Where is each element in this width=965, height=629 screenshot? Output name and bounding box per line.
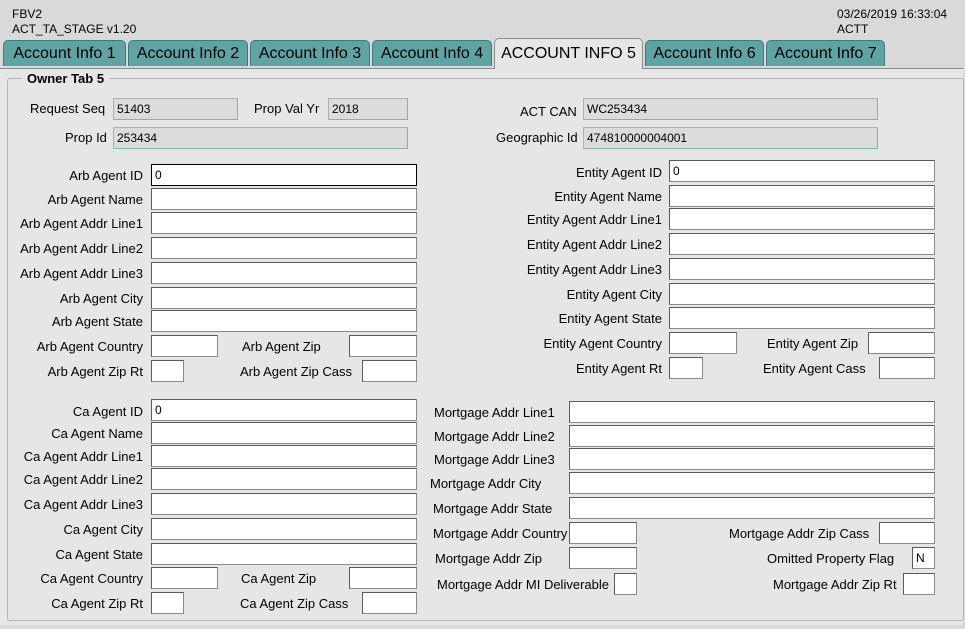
entity-agent-country-label: Entity Agent Country [543,336,662,351]
ca-agent-id-label: Ca Agent ID [72,404,143,419]
entity-agent-city-input[interactable] [669,283,935,305]
entity-agent-addr1-input[interactable] [669,208,935,230]
tab-account-info-7[interactable]: Account Info 7 [766,40,885,66]
mortgage-city-label: Mortgage Addr City [430,476,542,491]
arb-agent-country-input[interactable] [151,335,218,357]
datetime: 03/26/2019 16:33:04 [837,7,948,21]
entity-agent-addr3-input[interactable] [669,258,935,280]
ca-agent-addr1-label: Ca Agent Addr Line1 [23,449,143,464]
tab-account-info-6[interactable]: Account Info 6 [645,40,764,66]
ca-agent-zip-label: Ca Agent Zip [241,571,317,586]
user-code: ACTT [837,22,869,36]
mortgage-zip-input[interactable] [569,547,637,569]
ca-agent-zip-rt-label: Ca Agent Zip Rt [51,596,143,611]
mortgage-addr3-input[interactable] [569,448,935,470]
omitted-property-flag-label: Omitted Property Flag [767,551,895,566]
entity-agent-state-label: Entity Agent State [558,311,662,326]
arb-agent-addr2-label: Arb Agent Addr Line2 [20,241,143,256]
entity-agent-zip-label: Entity Agent Zip [767,336,859,351]
ca-agent-state-input[interactable] [151,543,417,565]
ca-agent-zip-input[interactable] [349,567,417,589]
tab-account-info-5[interactable]: ACCOUNT INFO 5 [494,38,643,69]
arb-agent-name-input[interactable] [151,188,417,210]
ca-agent-name-input[interactable] [151,422,417,444]
geographic-id-field: 474810000004001 [583,127,878,149]
entity-agent-country-input[interactable] [669,332,737,354]
ca-agent-name-label: Ca Agent Name [51,426,143,441]
arb-agent-state-label: Arb Agent State [51,314,143,329]
ca-agent-city-input[interactable] [151,518,417,540]
entity-agent-rt-input[interactable] [669,357,703,379]
entity-agent-addr1-label: Entity Agent Addr Line1 [526,212,662,227]
arb-agent-addr2-input[interactable] [151,237,417,259]
tab-account-info-1[interactable]: Account Info 1 [3,40,126,66]
arb-agent-id-input[interactable]: 0 [151,164,417,186]
ca-agent-addr2-label: Ca Agent Addr Line2 [23,472,143,487]
app-name: FBV2 [12,7,43,21]
arb-agent-zip-label: Arb Agent Zip [242,339,321,354]
mortgage-addr3-label: Mortgage Addr Line3 [434,452,555,467]
entity-agent-addr3-label: Entity Agent Addr Line3 [526,262,662,277]
arb-agent-zip-input[interactable] [349,335,417,357]
mortgage-zip-rt-label: Mortgage Addr Zip Rt [773,577,897,592]
act-can-label: ACT CAN [520,104,577,119]
prop-id-label: Prop Id [65,130,107,145]
request-seq-field: 51403 [113,98,238,120]
entity-agent-cass-label: Entity Agent Cass [763,361,866,376]
mortgage-zip-label: Mortgage Addr Zip [435,551,542,566]
ca-agent-zip-cass-label: Ca Agent Zip Cass [240,596,349,611]
entity-agent-state-input[interactable] [669,307,935,329]
arb-agent-addr3-label: Arb Agent Addr Line3 [20,266,143,281]
mortgage-zip-cass-label: Mortgage Addr Zip Cass [729,526,870,541]
arb-agent-state-input[interactable] [151,310,417,332]
entity-agent-cass-input[interactable] [879,357,935,379]
ca-agent-addr1-input[interactable] [151,445,417,467]
ca-agent-state-label: Ca Agent State [55,547,143,562]
group-title: Owner Tab 5 [22,71,109,86]
arb-agent-country-label: Arb Agent Country [36,339,143,354]
mortgage-addr2-input[interactable] [569,425,935,447]
ca-agent-city-label: Ca Agent City [63,522,143,537]
arb-agent-addr1-input[interactable] [151,212,417,234]
tab-account-info-2[interactable]: Account Info 2 [128,40,248,66]
mortgage-city-input[interactable] [569,472,935,494]
entity-agent-name-label: Entity Agent Name [554,189,662,204]
ca-agent-addr3-input[interactable] [151,493,417,515]
ca-agent-zip-cass-input[interactable] [362,592,417,614]
prop-val-yr-field: 2018 [328,98,408,120]
arb-agent-zip-cass-label: Arb Agent Zip Cass [240,364,352,379]
entity-agent-id-label: Entity Agent ID [576,165,662,180]
mortgage-addr2-label: Mortgage Addr Line2 [434,429,555,444]
mortgage-country-label: Mortgage Addr Country [433,526,568,541]
ca-agent-zip-rt-input[interactable] [151,592,184,614]
entity-agent-zip-input[interactable] [868,332,935,354]
arb-agent-zip-rt-input[interactable] [151,360,184,382]
tab-account-info-4[interactable]: Account Info 4 [372,40,492,66]
arb-agent-addr1-label: Arb Agent Addr Line1 [20,216,143,231]
mortgage-addr1-input[interactable] [569,401,935,423]
arb-agent-zip-rt-label: Arb Agent Zip Rt [47,364,143,379]
ca-agent-addr3-label: Ca Agent Addr Line3 [23,497,143,512]
mortgage-state-label: Mortgage Addr State [433,501,553,516]
arb-agent-zip-cass-input[interactable] [362,360,417,382]
mortgage-mi-deliverable-input[interactable] [614,573,637,595]
arb-agent-id-label: Arb Agent ID [69,168,143,183]
entity-agent-rt-label: Entity Agent Rt [576,361,662,376]
mortgage-country-input[interactable] [569,522,637,544]
mortgage-zip-cass-input[interactable] [879,522,935,544]
prop-id-field: 253434 [113,127,408,149]
tab-account-info-3[interactable]: Account Info 3 [250,40,370,66]
mortgage-mi-deliverable-label: Mortgage Addr MI Deliverable [437,577,609,592]
entity-agent-city-label: Entity Agent City [566,287,662,302]
ca-agent-country-label: Ca Agent Country [40,571,143,586]
geographic-id-label: Geographic Id [496,130,578,145]
ca-agent-addr2-input[interactable] [151,468,417,490]
ca-agent-country-input[interactable] [151,567,218,589]
app-version: ACT_TA_STAGE v1.20 [12,22,137,36]
act-can-field: WC253434 [583,98,878,120]
arb-agent-city-input[interactable] [151,287,417,309]
entity-agent-name-input[interactable] [669,185,935,207]
request-seq-label: Request Seq [30,101,106,116]
entity-agent-addr2-input[interactable] [669,233,935,255]
mortgage-zip-rt-input[interactable] [903,573,935,595]
arb-agent-name-label: Arb Agent Name [47,192,143,207]
ca-agent-id-input[interactable]: 0 [151,399,417,421]
arb-agent-addr3-input[interactable] [151,262,417,284]
entity-agent-addr2-label: Entity Agent Addr Line2 [526,237,662,252]
mortgage-addr1-label: Mortgage Addr Line1 [434,405,555,420]
entity-agent-id-input[interactable]: 0 [669,160,935,182]
prop-val-yr-label: Prop Val Yr [254,101,320,116]
arb-agent-city-label: Arb Agent City [59,291,143,306]
omitted-property-flag-input[interactable]: N [912,547,935,569]
mortgage-state-input[interactable] [569,497,935,519]
